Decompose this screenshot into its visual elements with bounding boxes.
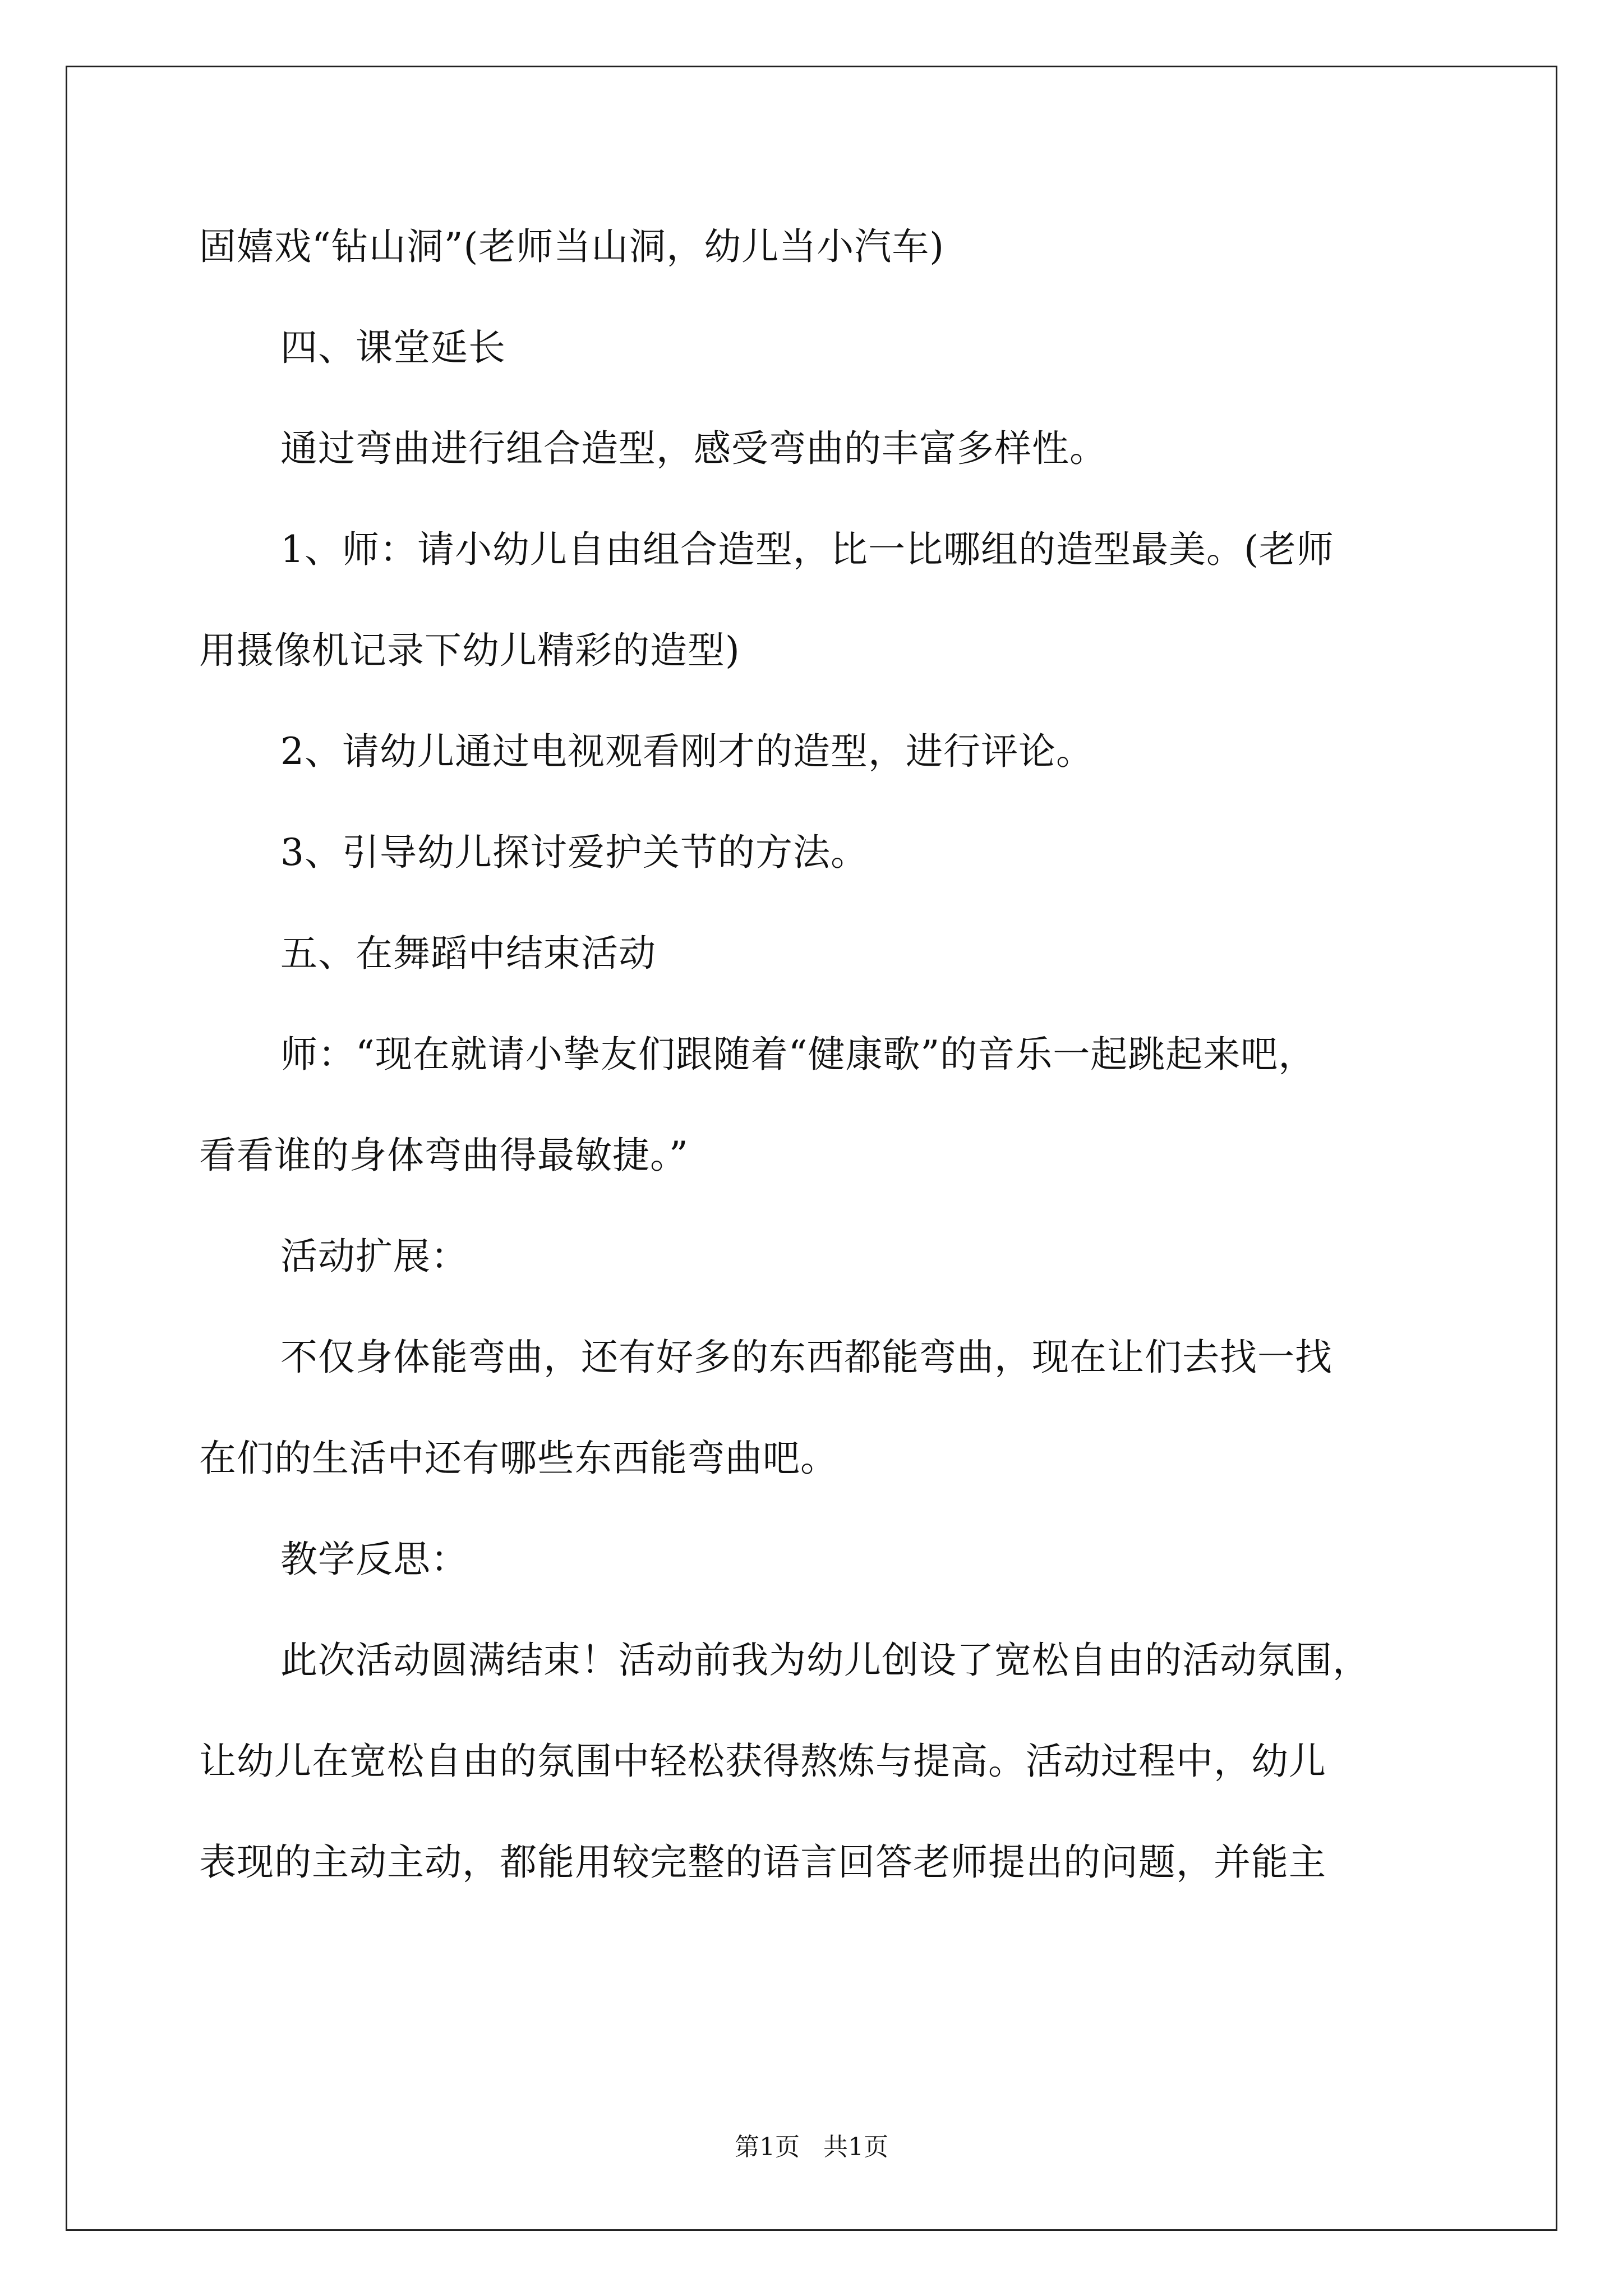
section-heading-4: 四、课堂延长 (280, 326, 506, 369)
heading-teaching-reflection: 教学反思： (280, 1538, 468, 1581)
text-line-5: 用摄像机记录下幼儿精彩的造型) (199, 629, 740, 672)
text-line-15: 此次活动圆满结束！活动前我为幼儿创设了宽松自由的活动氛围， (280, 1639, 1370, 1682)
text-line-17: 表现的主动主动，都能用较完整的语言回答老师提出的问题，并能主 (199, 1841, 1326, 1884)
text-line-7: 3、引导幼儿探讨爱护关节的方法。 (280, 831, 868, 874)
section-heading-5: 五、在舞蹈中结束活动 (280, 932, 656, 975)
text-line-4: 1、师：请小幼儿自由组合造型，比一比哪组的造型最美。(老师 (280, 528, 1334, 571)
page-number-footer: 第1页 共1页 (735, 2133, 888, 2161)
heading-activity-extension: 活动扩展： (280, 1235, 468, 1278)
text-line-9: 师：“现在就请小挚友们跟随着“健康歌”的音乐一起跳起来吧， (280, 1033, 1316, 1076)
text-line-3: 通过弯曲进行组合造型，感受弯曲的丰富多样性。 (280, 427, 1107, 470)
text-line-1: 固嬉戏“钻山洞”(老师当山洞，幼儿当小汽车) (199, 225, 944, 268)
text-line-12: 不仅身体能弯曲，还有好多的东西都能弯曲，现在让们去找一找 (280, 1336, 1332, 1379)
text-line-10: 看看谁的身体弯曲得最敏捷。” (199, 1134, 689, 1177)
text-line-6: 2、请幼儿通过电视观看刚才的造型，进行评论。 (280, 730, 1094, 773)
text-line-13: 在们的生活中还有哪些东西能弯曲吧。 (199, 1437, 838, 1480)
text-line-16: 让幼儿在宽松自由的氛围中轻松获得熬炼与提高。活动过程中，幼儿 (199, 1740, 1326, 1783)
